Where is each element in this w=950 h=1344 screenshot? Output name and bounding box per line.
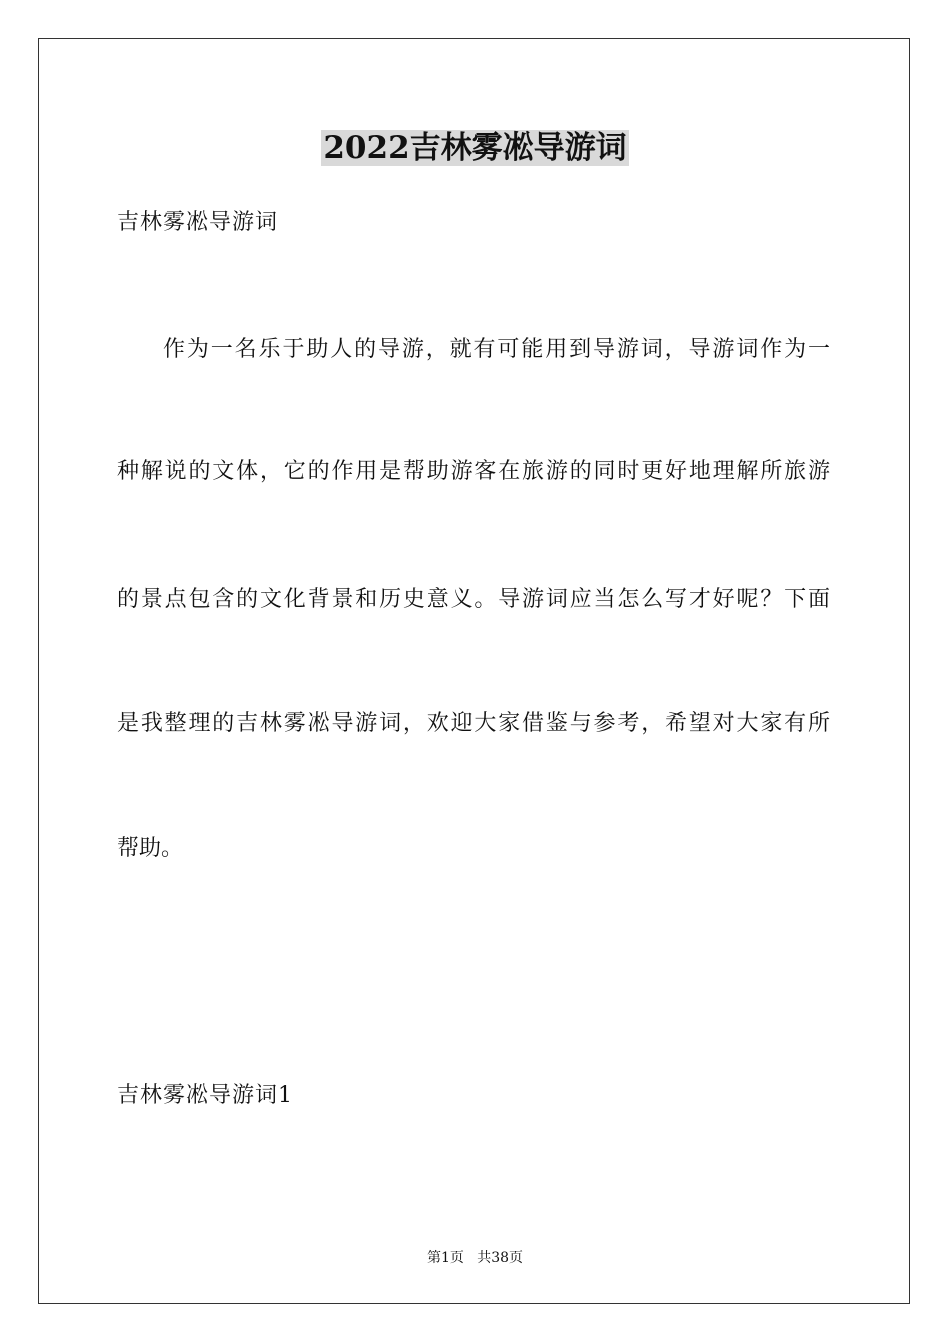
paragraph-line: 是我整理的吉林雾凇导游词，欢迎大家借鉴与参考，希望对大家有所 — [117, 711, 830, 736]
document-subtitle: 吉林雾凇导游词 — [117, 210, 279, 235]
section-heading: 吉林雾凇导游词1 — [117, 1083, 293, 1108]
paragraph-line: 作为一名乐于助人的导游，就有可能用到导游词，导游词作为一 — [163, 337, 830, 362]
document-title-text: 2022吉林雾凇导游词 — [323, 130, 627, 166]
page-number-footer: 第1页 共38页 — [426, 1250, 524, 1266]
paragraph-line: 的景点包含的文化背景和历史意义。导游词应当怎么写才好呢？下面 — [117, 587, 830, 612]
paragraph-line: 帮助。 — [117, 836, 184, 861]
document-title — [0, 126, 950, 170]
paragraph-line: 种解说的文体，它的作用是帮助游客在旅游的同时更好地理解所旅游 — [117, 459, 830, 484]
